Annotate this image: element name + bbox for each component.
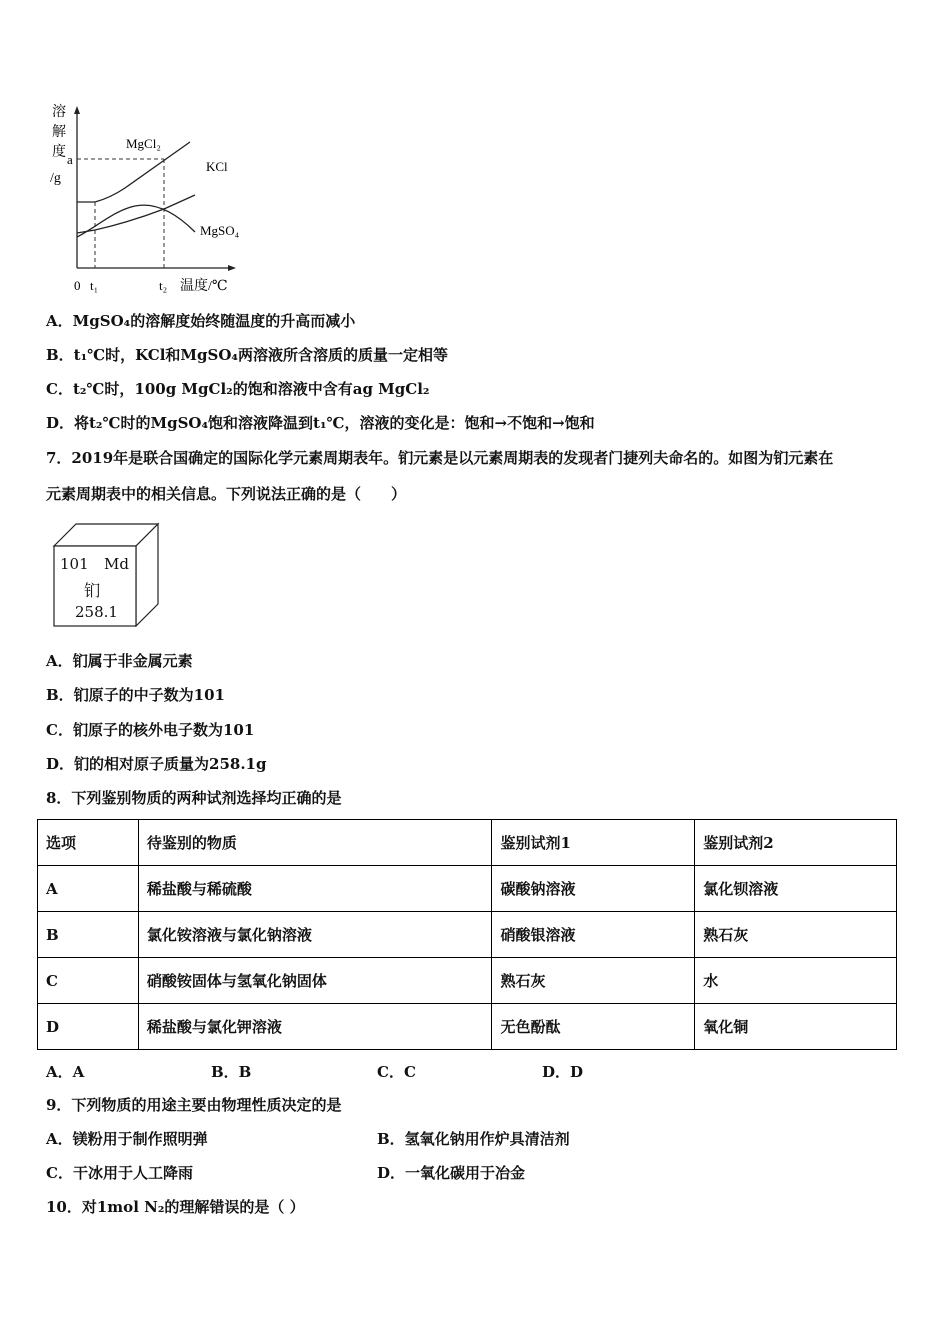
q7-stem-line2: 元素周期表中的相关信息。下列说法正确的是（ ）: [46, 485, 407, 503]
series-line-kcl: [77, 195, 195, 233]
q7-option-c: C．钔原子的核外电子数为101: [46, 721, 255, 739]
q9-stem: 9．下列物质的用途主要由物理性质决定的是: [46, 1096, 342, 1114]
q9-option-a: A．镁粉用于制作照明弹: [46, 1130, 208, 1148]
q8-table: [37, 819, 897, 1050]
q7-stem-line1: 7．2019年是联合国确定的国际化学元素周期表年。钔元素是以元素周期表的发现者门捷列夫命名的。如图为钔元素在: [46, 449, 834, 467]
y-label-2: 解: [52, 125, 66, 140]
series-line-mgcl2: [77, 142, 190, 202]
header-cell: 鉴别试剂2: [695, 820, 897, 866]
q7-option-b: B．钔原子的中子数为101: [46, 686, 225, 704]
element-name: 钔: [84, 581, 101, 600]
element-number: 101: [60, 555, 89, 573]
y-axis-arrow: [74, 106, 80, 114]
x-axis-label: 温度/℃: [180, 279, 228, 294]
table-cell: 稀盐酸与氯化钾溶液: [138, 1004, 492, 1050]
y-label-1: 溶: [52, 105, 66, 120]
header-cell: 选项: [38, 820, 139, 866]
table-cell: A: [38, 866, 139, 912]
q8-option-d: D．D: [542, 1063, 584, 1081]
table-cell: B: [38, 912, 139, 958]
table-cell: 氧化铜: [695, 1004, 897, 1050]
element-card: [52, 522, 162, 627]
series-label-kcl: KCl: [206, 159, 228, 174]
table-cell: C: [38, 958, 139, 1004]
q8-option-b: B．B: [211, 1063, 252, 1081]
table-row: [38, 912, 897, 958]
table-row: [38, 958, 897, 1004]
q6-option-a: A．MgSO₄的溶解度始终随温度的升高而减小: [46, 312, 356, 330]
series-label-mgso4: MgSO₄: [200, 223, 240, 238]
series-label-mgcl2: MgCl₂: [126, 136, 161, 151]
table-cell: 碳酸钠溶液: [492, 866, 695, 912]
q7-option-a: A．钔属于非金属元素: [46, 652, 193, 670]
y-tick-a: a: [67, 152, 73, 167]
x-axis-arrow: [228, 265, 236, 271]
table-cell: 稀盐酸与稀硫酸: [138, 866, 492, 912]
table-cell: 熟石灰: [492, 958, 695, 1004]
table-cell: 硝酸铵固体与氢氧化钠固体: [138, 958, 492, 1004]
q8-option-a: A．A: [46, 1063, 85, 1081]
table-header-row: [38, 820, 897, 866]
q6-option-d: D．将t₂℃时的MgSO₄饱和溶液降温到t₁℃，溶液的变化是：饱和→不饱和→饱和: [46, 414, 595, 432]
y-label-3: 度: [52, 145, 66, 160]
q6-option-b: B．t₁℃时，KCl和MgSO₄两溶液所含溶质的质量一定相等: [46, 346, 448, 364]
table-cell: 无色酚酞: [492, 1004, 695, 1050]
solubility-chart: [40, 98, 255, 298]
q9-option-b: B．氢氧化钠用作炉具清洁剂: [377, 1130, 570, 1148]
header-cell: 鉴别试剂1: [492, 820, 695, 866]
q8-stem: 8．下列鉴别物质的两种试剂选择均正确的是: [46, 789, 342, 807]
header-cell: 待鉴别的物质: [138, 820, 492, 866]
x-tick-t2: t₂: [159, 278, 168, 293]
q7-option-d: D．钔的相对原子质量为258.1g: [46, 755, 267, 773]
table-row: [38, 866, 897, 912]
table-cell: 氯化钡溶液: [695, 866, 897, 912]
table-cell: 熟石灰: [695, 912, 897, 958]
table-cell: 氯化铵溶液与氯化钠溶液: [138, 912, 492, 958]
q8-option-c: C．C: [377, 1063, 416, 1081]
q9-option-c: C．干冰用于人工降雨: [46, 1164, 193, 1182]
q10-stem: 10．对1mol N₂的理解错误的是（ ）: [46, 1198, 305, 1216]
x-tick-0: 0: [74, 278, 81, 293]
table-cell: 硝酸银溶液: [492, 912, 695, 958]
q6-option-c: C．t₂℃时，100g MgCl₂的饱和溶液中含有ag MgCl₂: [46, 380, 430, 398]
table-cell: 水: [695, 958, 897, 1004]
q9-option-d: D．一氧化碳用于冶金: [377, 1164, 526, 1182]
y-label-4: /g: [50, 171, 61, 186]
table-cell: D: [38, 1004, 139, 1050]
table-row: [38, 1004, 897, 1050]
x-tick-t1: t₁: [90, 278, 99, 293]
element-mass: 258.1: [75, 603, 118, 621]
element-symbol: Md: [104, 555, 129, 573]
